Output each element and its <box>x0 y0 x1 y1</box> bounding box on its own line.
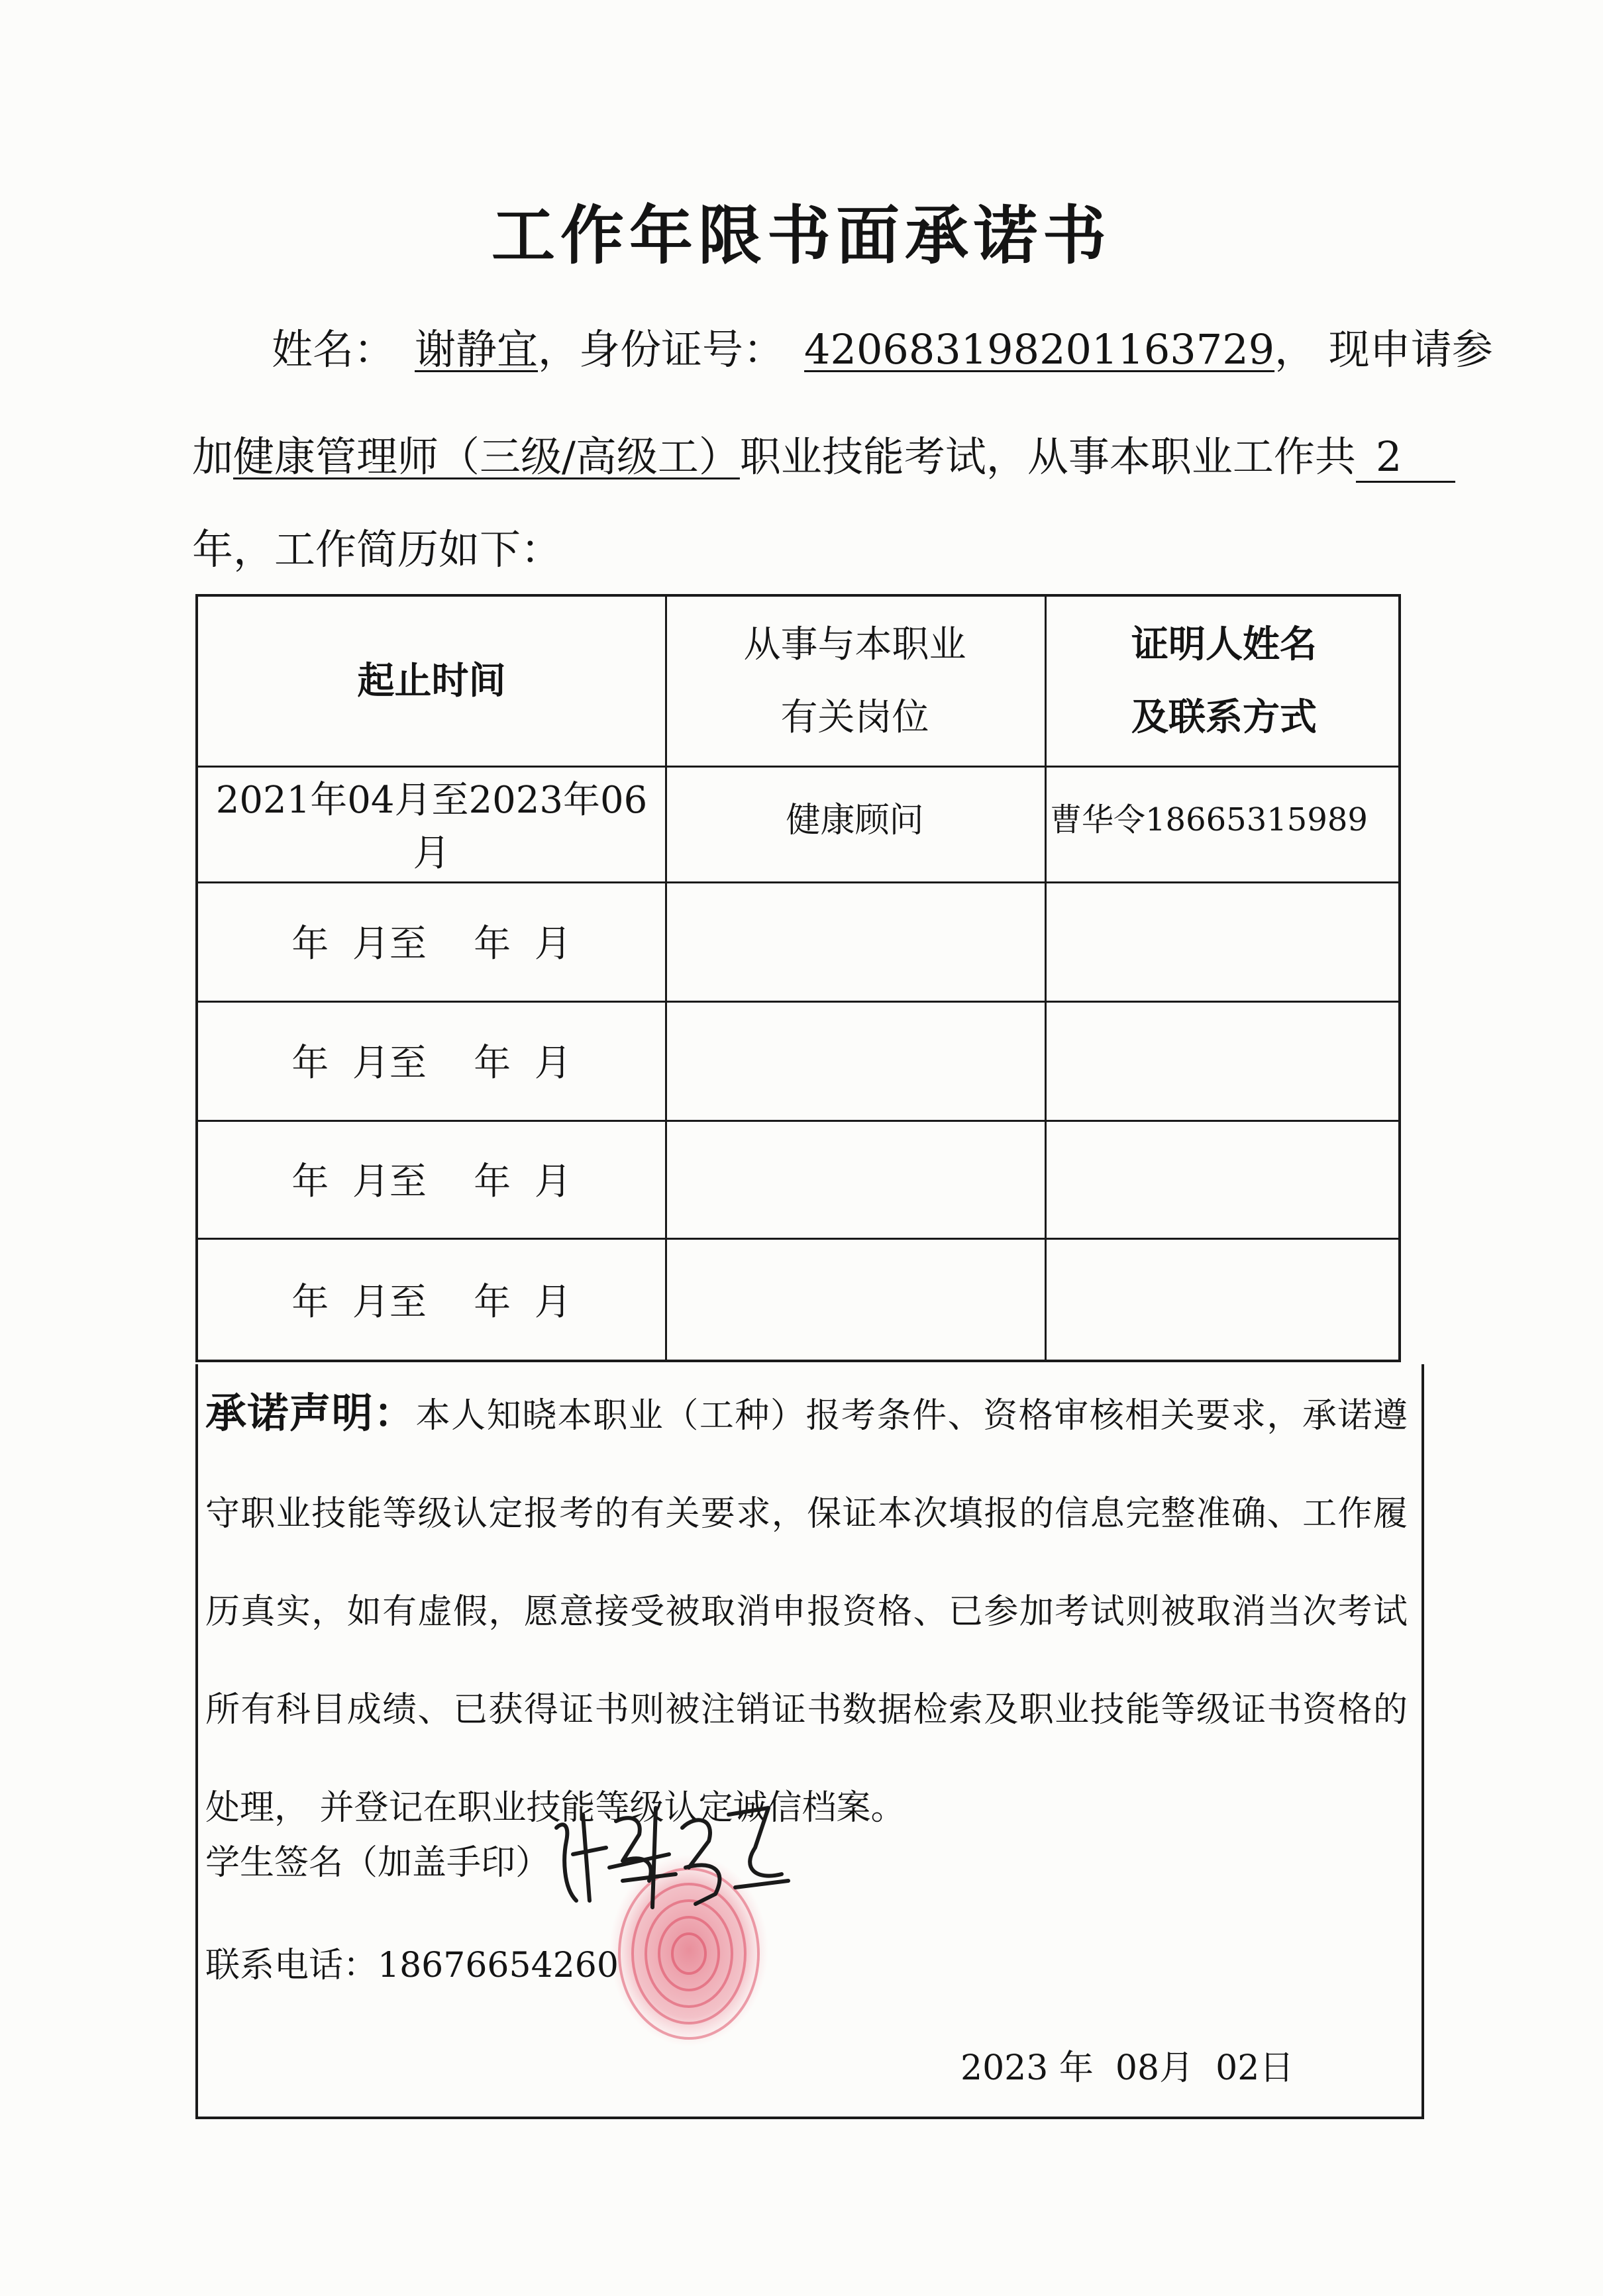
signature-label: 学生签名（加盖手印） <box>205 1843 550 1883</box>
line2-middle: 职业技能考试，从事本职业工作共 <box>739 432 1356 481</box>
id-value: 420683198201163729 <box>804 325 1275 374</box>
table-cell-position <box>665 881 1045 1001</box>
phone-line <box>205 1937 619 1987</box>
id-label: ，身份证号： <box>538 325 785 374</box>
table-cell-position: 健康顾问 <box>786 801 924 840</box>
handwritten-signature <box>543 1788 795 1921</box>
phone-value: 18676654260 <box>378 1946 619 1985</box>
years-value: 2 <box>1356 432 1455 483</box>
table-cell-period: 年 月至 年 月 <box>291 1160 572 1203</box>
table-cell-position <box>665 1238 1045 1360</box>
signing-date: 2023 年 08月 02日 <box>960 2048 1294 2088</box>
name-label: 姓名： <box>272 325 395 374</box>
header-position-line2: 有关岗位 <box>780 695 929 739</box>
intro-line-3: 年，工作简历如下： <box>192 525 562 574</box>
phone-label: 联系电话： <box>205 1946 378 1985</box>
table-cell-witness: 曹华令18665315989 <box>1050 801 1368 838</box>
table-cell-position <box>665 1001 1045 1120</box>
intro-line-2 <box>192 424 1455 483</box>
table-cell-period: 年 月至 年 月 <box>291 1042 572 1085</box>
header-position-line1: 从事与本职业 <box>743 623 966 666</box>
table-cell-position <box>665 1120 1045 1238</box>
header-period-label: 起止时间 <box>357 659 506 703</box>
apply-text: ， 现申请参 <box>1274 325 1493 374</box>
work-history-table <box>195 594 1401 1362</box>
declaration-body: 本人知晓本职业（工种）报考条件、资格审核相关要求，承诺遵守职业技能等级认定报考的有关要求，保证本次填报的信息完整准确、工作履历真实，如有虚假，愿意接受被取消申报资格、已参加考试则被取消当次考试所有科目成绩、已获得证书则被注销证书数据检索及职业技能等级证书资格的处理， 并登记在职业技能等级认定诚信档案。 <box>205 1396 1408 1828</box>
header-witness-line2: 及联系方式 <box>1131 695 1317 739</box>
table-cell-period: 2021年04月至2023年06月 <box>215 778 648 875</box>
document-title: 工作年限书面承诺书 <box>491 199 1112 273</box>
table-cell-period: 年 月至 年 月 <box>291 1280 572 1324</box>
table-cell-witness <box>1045 881 1404 1001</box>
table-cell-witness <box>1045 1001 1404 1120</box>
intro-line-1 <box>272 317 1493 375</box>
header-witness-line1: 证明人姓名 <box>1131 623 1317 666</box>
declaration-heading: 承诺声明： <box>205 1389 416 1437</box>
name-value: 谢静宜 <box>415 325 539 374</box>
header-position <box>665 597 1045 766</box>
declaration-text <box>205 1364 1408 1857</box>
table-cell-period: 年 月至 年 月 <box>291 923 572 966</box>
header-witness <box>1045 597 1404 766</box>
exam-name: 健康管理师（三级/高级工） <box>233 432 740 481</box>
table-cell-witness <box>1045 1238 1404 1360</box>
line2-prefix: 加 <box>192 432 234 481</box>
header-period <box>198 597 665 766</box>
table-cell-witness <box>1045 1120 1404 1238</box>
